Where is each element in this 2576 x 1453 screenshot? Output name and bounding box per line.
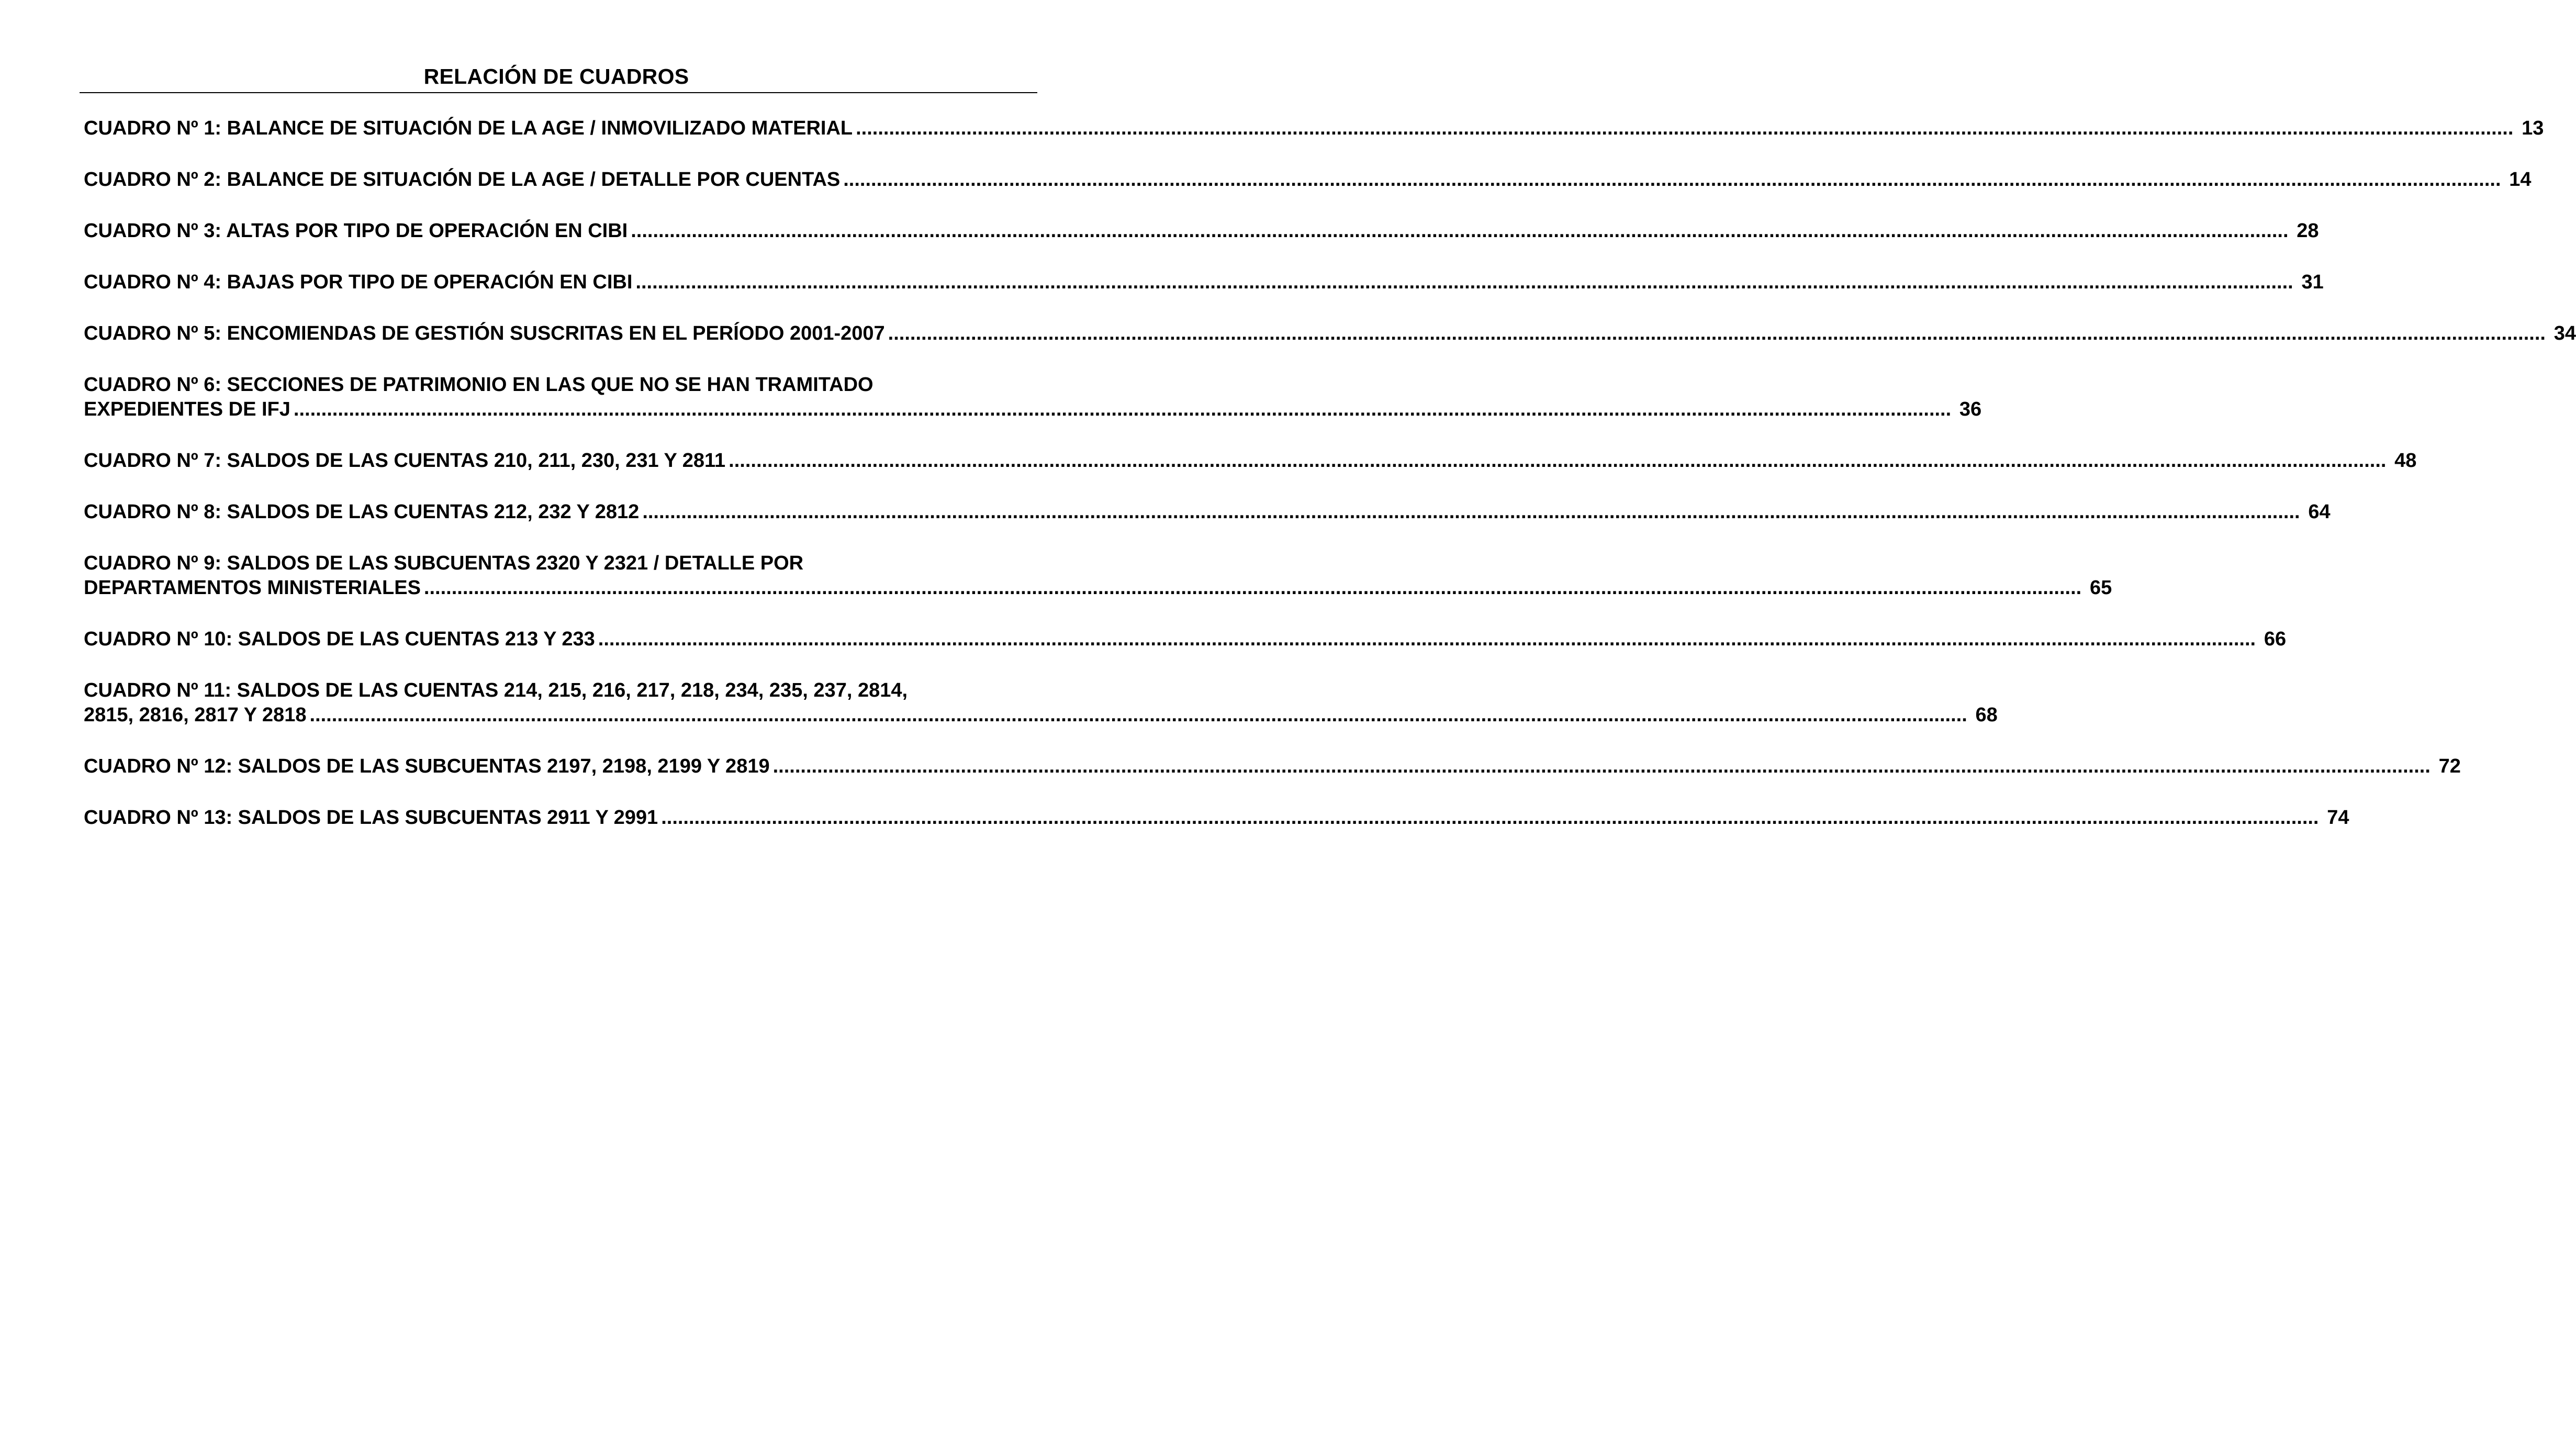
toc-entry-text: DEPARTAMENTOS MINISTERIALES — [84, 577, 421, 599]
dot-leader: ............................................................................................................................................................................................................................................................................................................ — [631, 220, 2289, 242]
dot-leader: ............................................................................................................................................................................................................................................................................................................ — [856, 117, 2514, 139]
toc-entry-text-line1: CUADRO Nº 9: SALDOS DE LAS SUBCUENTAS 2320 Y 2321 / DETALLE POR — [84, 552, 804, 574]
toc-entry-page-number: 28 — [2297, 220, 2319, 242]
page-title: RELACIÓN DE CUADROS — [423, 64, 689, 88]
toc-entry[interactable] — [84, 678, 1998, 728]
toc-entry-page-number: 64 — [2308, 501, 2331, 523]
dot-leader: ............................................................................................................................................................................................................................................................................................................ — [635, 271, 2293, 293]
dot-leader: ............................................................................................................................................................................................................................................................................................................ — [843, 169, 2501, 191]
dot-leader: ............................................................................................................................................................................................................................................................................................................ — [309, 704, 1967, 726]
dot-leader: ............................................................................................................................................................................................................................................................................................................ — [423, 577, 2082, 599]
toc-entry-text-line1: CUADRO Nº 11: SALDOS DE LAS CUENTAS 214, 215, 216, 217, 218, 234, 235, 237, 2814, — [84, 679, 908, 701]
toc-entry-page-number: 14 — [2509, 169, 2532, 191]
toc-entry-text: CUADRO Nº 1: BALANCE DE SITUACIÓN DE LA AGE / INMOVILIZADO MATERIAL — [84, 117, 853, 139]
table-of-tables — [84, 116, 2576, 857]
toc-entry[interactable] — [84, 219, 2319, 243]
toc-entry-text: CUADRO Nº 7: SALDOS DE LAS CUENTAS 210, 211, 230, 231 Y 2811 — [84, 450, 726, 472]
toc-entry-page-number: 31 — [2301, 271, 2324, 293]
toc-entry-text: CUADRO Nº 10: SALDOS DE LAS CUENTAS 213 Y 233 — [84, 628, 595, 650]
dot-leader: ............................................................................................................................................................................................................................................................................................................ — [772, 755, 2431, 777]
toc-entry-text: CUADRO Nº 3: ALTAS POR TIPO DE OPERACIÓN EN CIBI — [84, 220, 628, 242]
toc-entry-page-number: 66 — [2264, 628, 2287, 650]
toc-entry-text: CUADRO Nº 2: BALANCE DE SITUACIÓN DE LA AGE / DETALLE POR CUENTAS — [84, 169, 841, 191]
title-underline — [80, 92, 1037, 93]
toc-entry-text: CUADRO Nº 8: SALDOS DE LAS CUENTAS 212, 232 Y 2812 — [84, 501, 640, 523]
toc-entry-page-number: 65 — [2089, 577, 2112, 599]
toc-entry[interactable] — [84, 500, 2331, 524]
toc-entry[interactable] — [84, 373, 1982, 422]
toc-entry[interactable] — [84, 627, 2287, 652]
toc-entry-page-number: 72 — [2438, 755, 2461, 777]
toc-entry[interactable] — [84, 116, 2544, 141]
toc-entry[interactable] — [84, 321, 2576, 346]
dot-leader: ............................................................................................................................................................................................................................................................................................................ — [661, 807, 2319, 829]
toc-entry-text: CUADRO Nº 5: ENCOMIENDAS DE GESTIÓN SUSCRITAS EN EL PERÍODO 2001-2007 — [84, 322, 885, 344]
toc-entry-text-line1: CUADRO Nº 6: SECCIONES DE PATRIMONIO EN LAS QUE NO SE HAN TRAMITADO — [84, 374, 873, 396]
toc-entry-text: 2815, 2816, 2817 Y 2818 — [84, 704, 307, 726]
toc-entry-page-number: 68 — [1975, 704, 1998, 726]
toc-entry-page-number: 34 — [2553, 322, 2576, 344]
toc-entry-text: EXPEDIENTES DE IFJ — [84, 398, 290, 420]
dot-leader: ............................................................................................................................................................................................................................................................................................................ — [888, 322, 2546, 344]
dot-leader: ............................................................................................................................................................................................................................................................................................................ — [642, 501, 2300, 523]
toc-entry[interactable] — [84, 270, 2324, 295]
toc-entry[interactable] — [84, 551, 2112, 600]
toc-entry-text: CUADRO Nº 12: SALDOS DE LAS SUBCUENTAS 2197, 2198, 2199 Y 2819 — [84, 755, 770, 777]
toc-entry[interactable] — [84, 167, 2532, 192]
toc-entry-page-number: 74 — [2327, 807, 2349, 829]
dot-leader: ............................................................................................................................................................................................................................................................................................................ — [598, 628, 2256, 650]
toc-entry[interactable] — [84, 754, 2461, 779]
toc-entry[interactable] — [84, 806, 2349, 830]
toc-entry[interactable] — [84, 449, 2417, 473]
toc-entry-page-number: 36 — [1959, 398, 1982, 420]
toc-entry-text: CUADRO Nº 4: BAJAS POR TIPO DE OPERACIÓN EN CIBI — [84, 271, 633, 293]
dot-leader: ............................................................................................................................................................................................................................................................................................................ — [293, 398, 1952, 420]
toc-entry-page-number: 13 — [2522, 117, 2544, 139]
toc-entry-text: CUADRO Nº 13: SALDOS DE LAS SUBCUENTAS 2911 Y 2991 — [84, 807, 658, 829]
dot-leader: ............................................................................................................................................................................................................................................................................................................ — [729, 450, 2387, 472]
toc-entry-page-number: 48 — [2394, 450, 2417, 472]
